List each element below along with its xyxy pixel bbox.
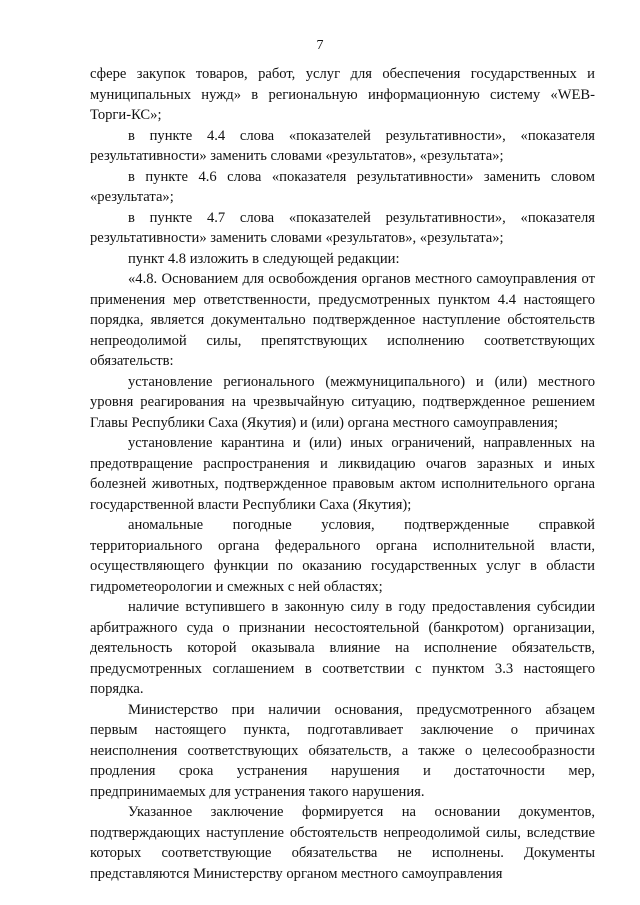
paragraph-10: наличие вступившего в законную силу в году предоставления субсидии арбитражного суда о признании несостоятельной (банкротом) организации, деятельность которой оказывала влияние на исполнение обязательств, предусмотренных соглашением в соответствии с пунктом 3.3 настоящего порядка. xyxy=(90,599,595,697)
paragraph-8: установление карантина и (или) иных ограничений, направленных на предотвращение распространения и ликвидацию очагов заразных и иных болезней животных, подтвержденное правовым актом исполнительного органа государственной власти Республики Саха (Якутия); xyxy=(90,435,595,513)
paragraph-3: в пункте 4.6 слова «показателя результативности» заменить словом «результата»; xyxy=(90,168,595,205)
paragraph-7: установление регионального (межмуниципального) и (или) местного уровня реагирования на чрезвычайную ситуацию, подтвержденное решением Главы Республики Саха (Якутия) и (или) органа местного самоуправления; xyxy=(90,373,595,431)
document-body xyxy=(90,64,595,884)
paragraph-4: в пункте 4.7 слова «показателей результативности», «показателя результативности» заменить словами «результатов», «результата»; xyxy=(90,209,595,246)
paragraph-12: Указанное заключение формируется на основании документов, подтверждающих наступление обстоятельств непреодолимой силы, вследствие которых соответствующие обязательства не исполнены. Документы представляются Министерству органом местного самоуправления xyxy=(90,804,595,882)
paragraph-5: пункт 4.8 изложить в следующей редакции: xyxy=(128,250,400,267)
page-number: 7 xyxy=(316,38,324,53)
paragraph-9: аномальные погодные условия, подтвержденные справкой территориального органа федерального органа исполнительной власти, осуществляющего функции по оказанию государственных услуг в области гидрометеорологии и смежных с ней областях; xyxy=(90,517,595,595)
paragraph-2: в пункте 4.4 слова «показателей результативности», «показателя результативности» заменить словами «результатов», «результата»; xyxy=(90,127,595,164)
paragraph-6: «4.8. Основанием для освобождения органов местного самоуправления от применения мер ответственности, предусмотренных пунктом 4.4 настоящего порядка, является документально подтвержденное наступление обстоятельств непреодолимой силы, препятствующих исполнению соответствующих обязательств: xyxy=(90,271,595,369)
paragraph-11: Министерство при наличии основания, предусмотренного абзацем первым настоящего пункта, подготавливает заключение о причинах неисполнения соответствующих обязательств, а также о целесообразности продления срока устранения нарушения и достаточности мер, предпринимаемых для устранения такого нарушения. xyxy=(90,701,595,800)
paragraph-1: сфере закупок товаров, работ, услуг для обеспечения государственных и муниципальных нужд» в региональную информационную систему «WEB-Торги-КС»; xyxy=(90,66,595,123)
